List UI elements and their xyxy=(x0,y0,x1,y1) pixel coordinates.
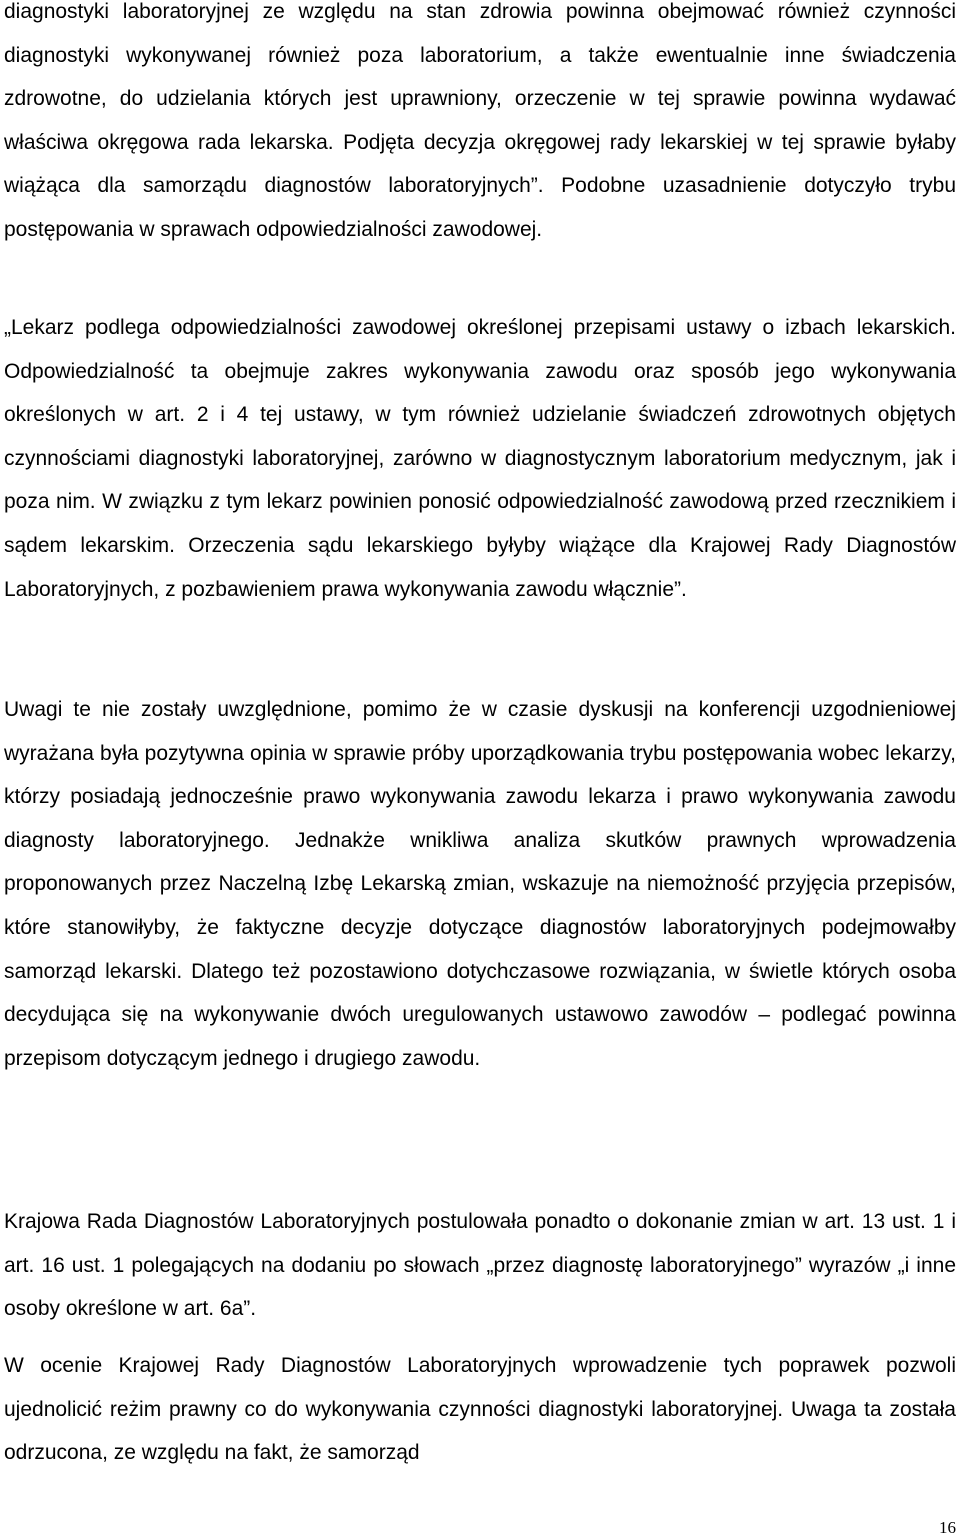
paragraph-4: Krajowa Rada Diagnostów Laboratoryjnych postulowała ponadto o dokonanie zmian w art. 13 ust. 1 i art. 16 ust. 1 polegających na dodaniu po słowach „przez diagnostę laboratoryjnego” wyrazów „i inne osoby określone w art. 6a”. xyxy=(4,1210,956,1321)
paragraph-5: W ocenie Krajowej Rady Diagnostów Laboratoryjnych wprowadzenie tych poprawek pozwoli ujednolicić reżim prawny co do wykonywania czynności diagnostyki laboratoryjnej. Uwaga ta została odrzucona, ze względu na fakt, że samorząd xyxy=(4,1354,956,1465)
paragraph-2: „Lekarz podlega odpowiedzialności zawodowej określonej przepisami ustawy o izbach lekarskich. Odpowiedzialność ta obejmuje zakres wykonywania zawodu oraz sposób jego wykonywania określonych w art. 2 i 4 tej ustawy, w tym również udzielanie świadczeń zdrowotnych objętych czynnościami diagnostyki laboratoryjnej, zarówno w diagnostycznym laboratorium medycznym, jak i poza nim. W związku z tym lekarz powinien ponosić odpowiedzialność zawodową przed rzecznikiem i sądem lekarskim. Orzeczenia sądu lekarskiego byłyby wiążące dla Krajowej Rady Diagnostów Laboratoryjnych, z pozbawieniem prawa wykonywania zawodu włącznie”. xyxy=(4,316,956,601)
page-number: 16 xyxy=(939,1518,956,1537)
paragraph-1: diagnostyki laboratoryjnej ze względu na stan zdrowia powinna obejmować również czynności diagnostyki wykonywanej również poza laboratorium, a także ewentualnie inne świadczenia zdrowotne, do udzielania których jest uprawniony, orzeczenie w tej sprawie powinna wydawać właściwa okręgowa rada lekarska. Podjęta decyzja okręgowej rady lekarskiej w tej sprawie byłaby wiążąca dla samorządu diagnostów laboratoryjnych”. Podobne uzasadnienie dotyczyło trybu postępowania w sprawach odpowiedzialności zawodowej. xyxy=(4,0,956,241)
paragraph-3: Uwagi te nie zostały uwzględnione, pomimo że w czasie dyskusji na konferencji uzgodnieniowej wyrażana była pozytywna opinia w sprawie próby uporządkowania trybu postępowania wobec lekarzy, którzy posiadają jednocześnie prawo wykonywania zawodu lekarza i prawo wykonywania zawodu diagnosty laboratoryjnego. Jednakże wnikliwa analiza skutków prawnych wprowadzenia proponowanych przez Naczelną Izbę Lekarską zmian, wskazuje na niemożność przyjęcia przepisów, które stanowiłyby, że faktyczne decyzje dotyczące diagnostów laboratoryjnych podejmowałby samorząd lekarski. Dlatego też pozostawiono dotychczasowe rozwiązania, w świetle których osoba decydująca się na wykonywanie dwóch uregulowanych ustawowo zawodów – podlegać powinna przepisom dotyczącym jednego i drugiego zawodu. xyxy=(4,698,956,1070)
